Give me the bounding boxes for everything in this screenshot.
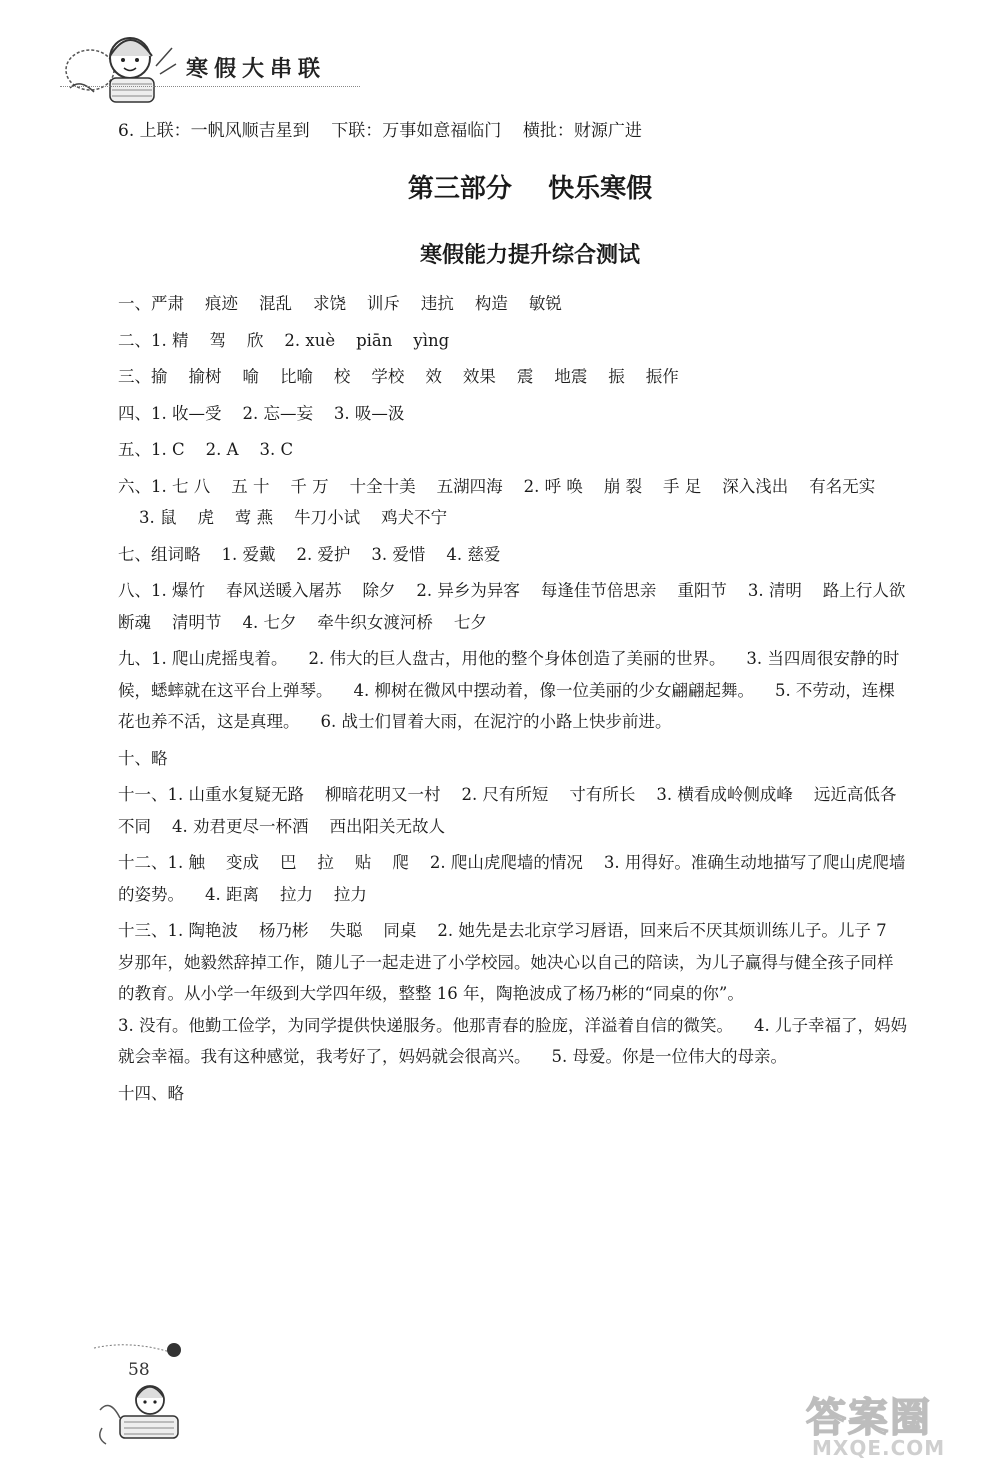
- footer-child-illustration: [90, 1338, 190, 1448]
- answer-item-12: 十二、1. 触 变成 巴 拉 贴 爬 2. 爬山虎爬墙的情况 3. 用得好。准确生动地描写了爬山虎爬墙的姿势。 4. 距离 拉力 拉力: [118, 853, 906, 904]
- answer-item-8: 八、1. 爆竹 春风送暖入屠苏 除夕 2. 异乡为异客 每逢佳节倍思亲 重阳节 3. 清明 路上行人欲断魂 清明节 4. 七夕 牵牛织女渡河桥 七夕: [118, 581, 906, 632]
- answer-item-5: 五、1. C 2. A 3. C: [118, 440, 294, 459]
- answer-item-7: 七、组词略 1. 爱戴 2. 爱护 3. 爱惜 4. 慈爱: [118, 544, 501, 564]
- answer-item-3: 三、揄 揄树 喻 比喻 校 学校 效 效果 震 地震 振 振作: [118, 367, 679, 386]
- answer-item-9: 九、1. 爬山虎摇曳着。 2. 伟大的巨人盘古，用他的整个身体创造了美丽的世界。 3. 当四周很安静的时候，蟋蟀就在这平台上弹琴。 4. 柳树在微风中摆动着，像一位美丽的少女翩翩起舞。 5. 不劳动，连棵花也养不活，这是真理。 6. 战士们冒着大雨，在泥泞的小路上快步前进。: [118, 649, 900, 731]
- answer-item-11: 十一、1. 山重水复疑无路 柳暗花明又一村 2. 尺有所短 寸有所长 3. 横看成岭侧成峰 远近高低各不同 4. 劝君更尽一杯酒 西出阳关无故人: [118, 785, 897, 836]
- couplet-answer-line: 6. 上联：一帆风顺吉星到 下联：万事如意福临门 横批：财源广进: [118, 121, 642, 141]
- part-title: 第三部分 快乐寒假: [407, 174, 653, 204]
- answer-item-2: 二、1. 精 驾 欣 2. xuè piān yìng: [118, 330, 450, 350]
- series-title: 寒假大串联: [186, 56, 327, 82]
- answer-list: [118, 288, 908, 1114]
- answer-item-14: 十四、略: [118, 1083, 184, 1103]
- site-watermark: [792, 1386, 992, 1464]
- answer-item-4: 四、1. 收—受 2. 忘—妄 3. 吸—汲: [118, 403, 405, 423]
- page-number: 58: [128, 1360, 150, 1380]
- header-divider: [60, 86, 360, 87]
- watermark-logo-text: 答案圈: [806, 1395, 932, 1441]
- answer-item-10: 十、略: [118, 748, 168, 768]
- answer-item-13: 十三、1. 陶艳波 杨乃彬 失聪 同桌 2. 她先是去北京学习唇语，回来后不厌其烦训练儿子。儿子 7 岁那年，她毅然辞掉工作，随儿子一起走进了小学校园。她决心以自己的陪读，为儿子赢得与健全孩子同样的教育。从小学一年级到大学四年级，整整 16 年，陶艳波成了杨乃彬的“同桌的你”。 3. 没有。他勤工俭学，为同学提供快递服务。他那青春的脸庞，洋溢着自信的微笑。 4. 儿子幸福了，妈妈就会幸福。我有这种感觉，我考好了，妈妈就会很高兴。 5. 母爱。你是一位伟大的母亲。: [118, 921, 907, 1066]
- header-child-illustration: [60, 18, 180, 106]
- answer-item-6: 六、1. 七 八 五 十 千 万 十全十美 五湖四海 2. 呼 唤 崩 裂 手 足 深入浅出 有名无实 3. 鼠 虎 莺 燕 牛刀小试 鸡犬不宁: [118, 476, 876, 527]
- watermark-url: MXQE.COM: [812, 1436, 946, 1460]
- answer-item-1: 一、严肃 痕迹 混乱 求饶 训斥 违抗 构造 敏锐: [118, 294, 562, 313]
- test-title: 寒假能力提升综合测试: [419, 242, 640, 268]
